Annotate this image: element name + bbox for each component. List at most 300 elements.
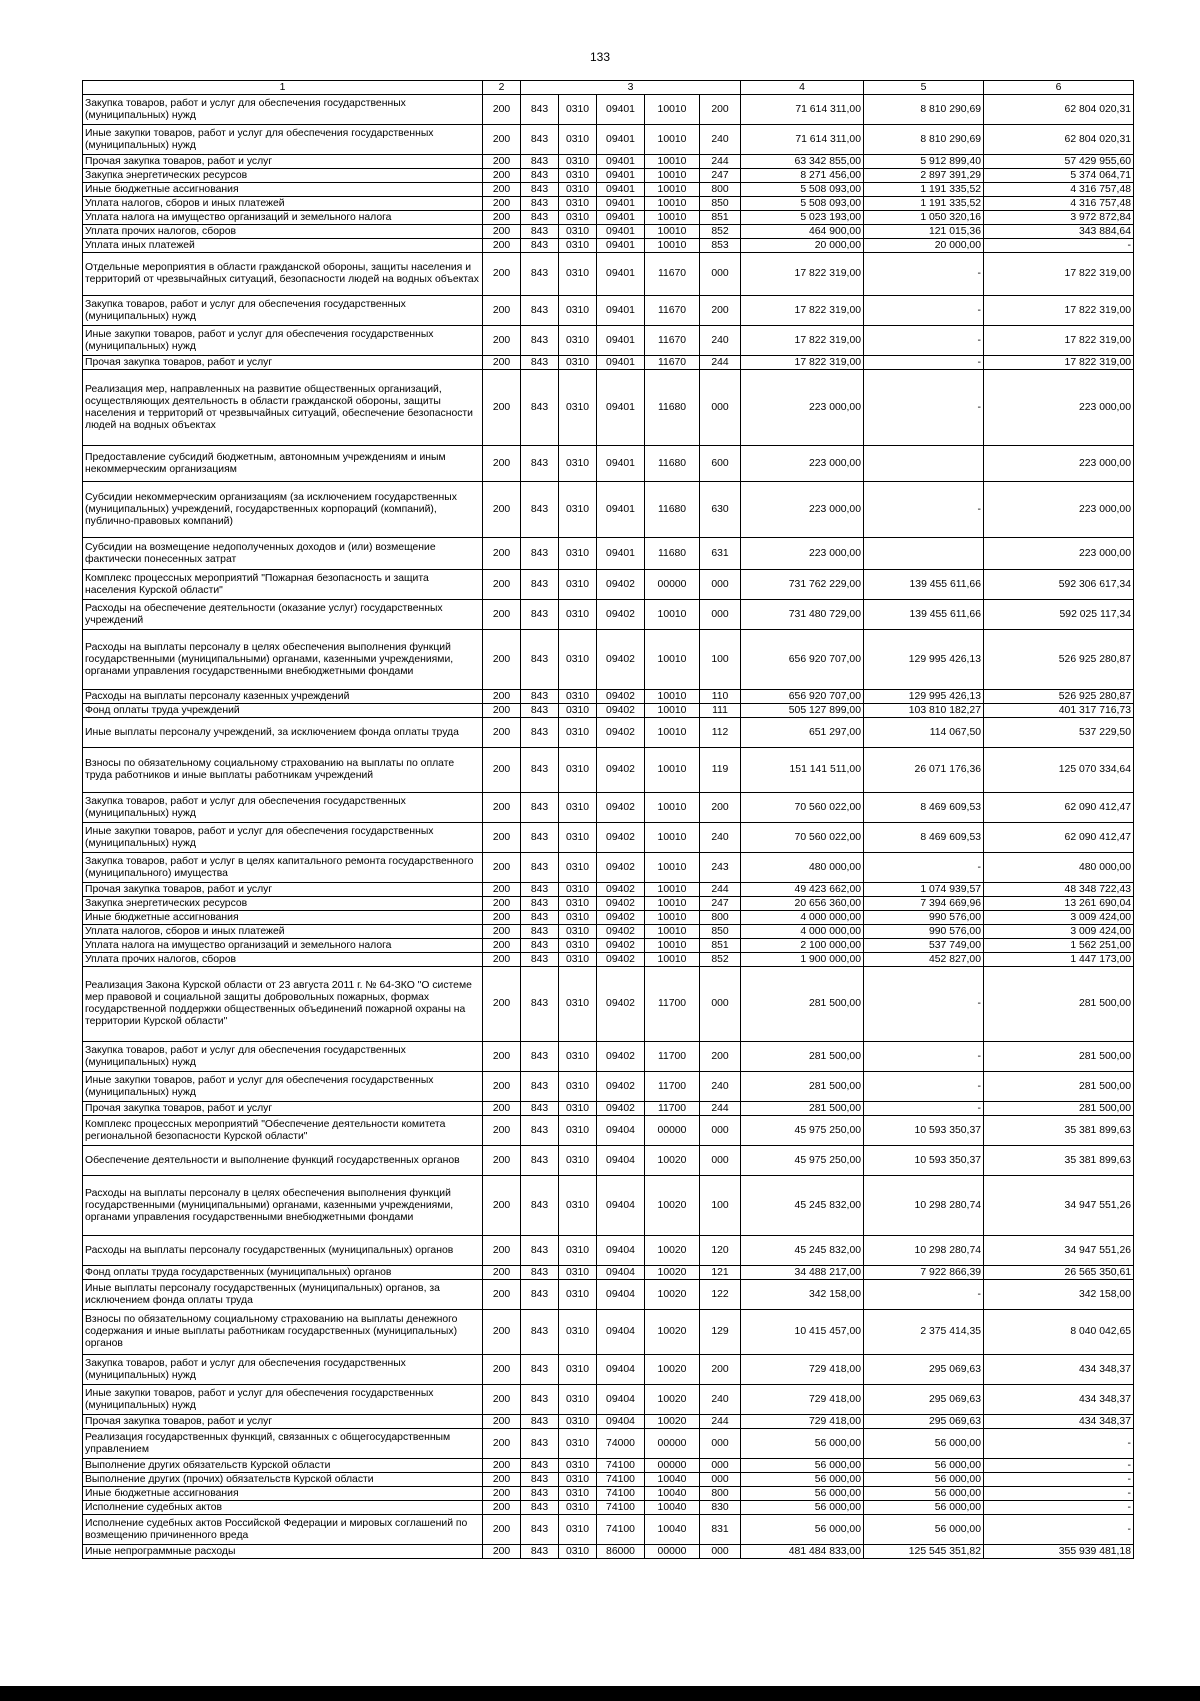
value-unexecuted: 342 158,00	[984, 1280, 1134, 1310]
value-executed: 129 995 426,13	[864, 630, 984, 690]
code-program: 09401	[597, 197, 645, 211]
value-unexecuted: -	[984, 1501, 1134, 1515]
code-grbs: 200	[483, 1545, 521, 1559]
value-approved: 56 000,00	[741, 1429, 864, 1459]
code-program: 09404	[597, 1146, 645, 1176]
code-expense-type: 200	[700, 793, 741, 823]
code-section: 0310	[559, 169, 597, 183]
code-program: 09404	[597, 1236, 645, 1266]
table-row	[83, 793, 1134, 823]
code-direction: 10010	[645, 211, 700, 225]
code-direction: 10010	[645, 718, 700, 748]
table-row	[83, 939, 1134, 953]
code-direction: 10010	[645, 169, 700, 183]
code-grbs: 200	[483, 1266, 521, 1280]
code-program: 09401	[597, 538, 645, 570]
row-name: Уплата иных платежей	[83, 239, 483, 253]
code-grbs: 200	[483, 1385, 521, 1415]
code-grbs: 200	[483, 704, 521, 718]
code-ministry: 843	[521, 1429, 559, 1459]
row-name: Расходы на выплаты персоналу в целях обеспечения выполнения функций государственными (муниципальными) органами, казенными учреждениями, органами управления государственными внебюджетными фондами	[83, 630, 483, 690]
row-name: Закупка энергетических ресурсов	[83, 897, 483, 911]
value-unexecuted: 537 229,50	[984, 718, 1134, 748]
code-direction: 10010	[645, 155, 700, 169]
table-row	[83, 95, 1134, 125]
value-approved: 17 822 319,00	[741, 296, 864, 326]
value-unexecuted: 4 316 757,48	[984, 197, 1134, 211]
table-row	[83, 1266, 1134, 1280]
code-direction: 11700	[645, 1042, 700, 1072]
code-grbs: 200	[483, 169, 521, 183]
value-approved: 5 508 093,00	[741, 183, 864, 197]
table-row	[83, 1487, 1134, 1501]
code-ministry: 843	[521, 1473, 559, 1487]
code-program: 09402	[597, 883, 645, 897]
code-expense-type: 200	[700, 296, 741, 326]
code-grbs: 200	[483, 538, 521, 570]
code-ministry: 843	[521, 897, 559, 911]
value-approved: 223 000,00	[741, 482, 864, 538]
code-grbs: 200	[483, 853, 521, 883]
code-expense-type: 244	[700, 155, 741, 169]
code-expense-type: 000	[700, 1473, 741, 1487]
value-executed: 114 067,50	[864, 718, 984, 748]
value-unexecuted: 281 500,00	[984, 1042, 1134, 1072]
row-name: Уплата налога на имущество организаций и земельного налога	[83, 939, 483, 953]
table-row	[83, 953, 1134, 967]
row-name: Иные закупки товаров, работ и услуг для обеспечения государственных (муниципальных) нужд	[83, 1072, 483, 1102]
value-unexecuted: 223 000,00	[984, 446, 1134, 482]
code-ministry: 843	[521, 718, 559, 748]
row-name: Расходы на выплаты персоналу государственных (муниципальных) органов	[83, 1236, 483, 1266]
code-ministry: 843	[521, 600, 559, 630]
code-section: 0310	[559, 793, 597, 823]
value-unexecuted: 57 429 955,60	[984, 155, 1134, 169]
code-ministry: 843	[521, 169, 559, 183]
code-section: 0310	[559, 370, 597, 446]
code-grbs: 200	[483, 183, 521, 197]
code-section: 0310	[559, 253, 597, 296]
value-unexecuted: 355 939 481,18	[984, 1545, 1134, 1559]
code-section: 0310	[559, 538, 597, 570]
row-name: Взносы по обязательному социальному страхованию на выплаты по оплате труда работников и иные выплаты работникам учреждений	[83, 748, 483, 793]
code-direction: 10020	[645, 1385, 700, 1415]
code-direction: 10010	[645, 939, 700, 953]
code-program: 09402	[597, 953, 645, 967]
code-expense-type: 129	[700, 1310, 741, 1355]
value-executed: 56 000,00	[864, 1459, 984, 1473]
code-program: 09401	[597, 253, 645, 296]
code-program: 09401	[597, 356, 645, 370]
code-section: 0310	[559, 570, 597, 600]
code-section: 0310	[559, 1102, 597, 1116]
code-program: 09401	[597, 95, 645, 125]
value-unexecuted: 8 040 042,65	[984, 1310, 1134, 1355]
value-unexecuted: 34 947 551,26	[984, 1176, 1134, 1236]
code-section: 0310	[559, 823, 597, 853]
code-grbs: 200	[483, 823, 521, 853]
value-approved: 17 822 319,00	[741, 326, 864, 356]
code-program: 09401	[597, 446, 645, 482]
code-program: 09404	[597, 1355, 645, 1385]
code-grbs: 200	[483, 326, 521, 356]
value-approved: 17 822 319,00	[741, 253, 864, 296]
code-expense-type: 120	[700, 1236, 741, 1266]
row-name: Реализация Закона Курской области от 23 августа 2011 г. № 64-ЗКО "О системе мер правовой и социальной защиты добровольных пожарных, формах государственной поддержки общественных объединений пожарной охраны на территории Курской области"	[83, 967, 483, 1042]
code-direction: 10020	[645, 1415, 700, 1429]
code-ministry: 843	[521, 253, 559, 296]
code-section: 0310	[559, 1042, 597, 1072]
value-unexecuted: 1 562 251,00	[984, 939, 1134, 953]
row-name: Взносы по обязательному социальному страхованию на выплаты денежного содержания и иные выплаты работникам государственных (муниципальных) органов	[83, 1310, 483, 1355]
code-ministry: 843	[521, 125, 559, 155]
code-expense-type: 850	[700, 925, 741, 939]
row-name: Иные закупки товаров, работ и услуг для обеспечения государственных (муниципальных) нужд	[83, 125, 483, 155]
value-unexecuted: 526 925 280,87	[984, 690, 1134, 704]
code-program: 09401	[597, 183, 645, 197]
row-name: Субсидии на возмещение недополученных доходов и (или) возмещение фактически понесенных затрат	[83, 538, 483, 570]
table-row	[83, 225, 1134, 239]
table-row	[83, 718, 1134, 748]
code-direction: 11700	[645, 1072, 700, 1102]
code-program: 74100	[597, 1487, 645, 1501]
code-section: 0310	[559, 967, 597, 1042]
value-unexecuted: 35 381 899,63	[984, 1116, 1134, 1146]
row-name: Комплекс процессных мероприятий "Обеспечение деятельности комитета региональной безопасности Курской области"	[83, 1116, 483, 1146]
code-program: 09402	[597, 570, 645, 600]
code-expense-type: 247	[700, 897, 741, 911]
value-executed: 990 576,00	[864, 925, 984, 939]
code-ministry: 843	[521, 1459, 559, 1473]
code-grbs: 200	[483, 125, 521, 155]
code-grbs: 200	[483, 1415, 521, 1429]
code-grbs: 200	[483, 1176, 521, 1236]
row-name: Закупка товаров, работ и услуг для обеспечения государственных (муниципальных) нужд	[83, 95, 483, 125]
code-ministry: 843	[521, 1176, 559, 1236]
code-direction: 10040	[645, 1487, 700, 1501]
code-section: 0310	[559, 1515, 597, 1545]
table-row	[83, 239, 1134, 253]
code-section: 0310	[559, 482, 597, 538]
code-grbs: 200	[483, 1116, 521, 1146]
code-section: 0310	[559, 1415, 597, 1429]
code-direction: 10010	[645, 197, 700, 211]
value-executed: 8 810 290,69	[864, 125, 984, 155]
code-ministry: 843	[521, 1487, 559, 1501]
code-expense-type: 852	[700, 953, 741, 967]
table-row	[83, 1176, 1134, 1236]
value-unexecuted: 3 009 424,00	[984, 911, 1134, 925]
row-name: Субсидии некоммерческим организациям (за исключением государственных (муниципальных) учреждений, государственных корпораций (компаний), публично-правовых компаний)	[83, 482, 483, 538]
code-program: 09402	[597, 793, 645, 823]
code-section: 0310	[559, 1473, 597, 1487]
table-row	[83, 538, 1134, 570]
value-unexecuted: 13 261 690,04	[984, 897, 1134, 911]
row-name: Иные выплаты персоналу государственных (муниципальных) органов, за исключением фонда оплаты труда	[83, 1280, 483, 1310]
code-expense-type: 631	[700, 538, 741, 570]
code-expense-type: 200	[700, 95, 741, 125]
row-name: Уплата налогов, сборов и иных платежей	[83, 197, 483, 211]
value-executed: 20 000,00	[864, 239, 984, 253]
code-program: 09402	[597, 925, 645, 939]
value-executed: 5 912 899,40	[864, 155, 984, 169]
code-grbs: 200	[483, 1236, 521, 1266]
code-expense-type: 200	[700, 1355, 741, 1385]
value-executed: -	[864, 967, 984, 1042]
code-grbs: 200	[483, 748, 521, 793]
code-grbs: 200	[483, 718, 521, 748]
value-executed: 121 015,36	[864, 225, 984, 239]
code-ministry: 843	[521, 967, 559, 1042]
row-name: Иные непрограммные расходы	[83, 1545, 483, 1559]
code-program: 09404	[597, 1415, 645, 1429]
value-executed: 8 469 609,53	[864, 823, 984, 853]
value-approved: 731 762 229,00	[741, 570, 864, 600]
code-ministry: 843	[521, 704, 559, 718]
value-approved: 4 000 000,00	[741, 911, 864, 925]
value-approved: 729 418,00	[741, 1355, 864, 1385]
row-name: Закупка товаров, работ и услуг для обеспечения государственных (муниципальных) нужд	[83, 1042, 483, 1072]
value-executed: 139 455 611,66	[864, 600, 984, 630]
code-expense-type: 244	[700, 356, 741, 370]
code-expense-type: 121	[700, 1266, 741, 1280]
row-name: Закупка энергетических ресурсов	[83, 169, 483, 183]
code-ministry: 843	[521, 296, 559, 326]
code-direction: 10040	[645, 1515, 700, 1545]
code-program: 09401	[597, 296, 645, 326]
code-section: 0310	[559, 939, 597, 953]
code-section: 0310	[559, 883, 597, 897]
code-program: 09401	[597, 326, 645, 356]
row-name: Иные бюджетные ассигнования	[83, 1487, 483, 1501]
code-direction: 10010	[645, 239, 700, 253]
code-expense-type: 000	[700, 600, 741, 630]
value-unexecuted: 62 804 020,31	[984, 125, 1134, 155]
code-expense-type: 000	[700, 1116, 741, 1146]
code-expense-type: 630	[700, 482, 741, 538]
code-ministry: 843	[521, 925, 559, 939]
code-direction: 00000	[645, 1459, 700, 1473]
value-approved: 651 297,00	[741, 718, 864, 748]
value-executed: 56 000,00	[864, 1515, 984, 1545]
code-direction: 11670	[645, 296, 700, 326]
code-grbs: 200	[483, 1501, 521, 1515]
value-approved: 656 920 707,00	[741, 630, 864, 690]
value-approved: 71 614 311,00	[741, 125, 864, 155]
code-program: 09402	[597, 897, 645, 911]
value-approved: 71 614 311,00	[741, 95, 864, 125]
value-approved: 17 822 319,00	[741, 356, 864, 370]
table-row	[83, 1102, 1134, 1116]
value-approved: 281 500,00	[741, 1042, 864, 1072]
code-grbs: 200	[483, 911, 521, 925]
code-ministry: 843	[521, 1072, 559, 1102]
table-row	[83, 197, 1134, 211]
value-approved: 56 000,00	[741, 1501, 864, 1515]
code-ministry: 843	[521, 823, 559, 853]
value-executed: -	[864, 370, 984, 446]
code-direction: 10020	[645, 1355, 700, 1385]
code-ministry: 843	[521, 370, 559, 446]
row-name: Расходы на обеспечение деятельности (оказание услуг) государственных учреждений	[83, 600, 483, 630]
value-executed: -	[864, 1042, 984, 1072]
value-unexecuted: 281 500,00	[984, 1102, 1134, 1116]
code-direction: 10040	[645, 1501, 700, 1515]
code-program: 09402	[597, 823, 645, 853]
code-grbs: 200	[483, 600, 521, 630]
code-ministry: 843	[521, 446, 559, 482]
code-section: 0310	[559, 911, 597, 925]
code-section: 0310	[559, 1146, 597, 1176]
value-approved: 1 900 000,00	[741, 953, 864, 967]
code-grbs: 200	[483, 225, 521, 239]
value-unexecuted: 592 025 117,34	[984, 600, 1134, 630]
code-direction: 10010	[645, 95, 700, 125]
code-grbs: 200	[483, 897, 521, 911]
code-ministry: 843	[521, 183, 559, 197]
code-grbs: 200	[483, 370, 521, 446]
value-approved: 20 000,00	[741, 239, 864, 253]
value-executed: 295 069,63	[864, 1415, 984, 1429]
code-program: 09402	[597, 748, 645, 793]
code-section: 0310	[559, 326, 597, 356]
row-name: Фонд оплаты труда государственных (муниципальных) органов	[83, 1266, 483, 1280]
code-section: 0310	[559, 1116, 597, 1146]
value-approved: 464 900,00	[741, 225, 864, 239]
code-section: 0310	[559, 690, 597, 704]
code-program: 09402	[597, 718, 645, 748]
code-direction: 00000	[645, 1429, 700, 1459]
code-program: 09402	[597, 853, 645, 883]
table-row	[83, 883, 1134, 897]
value-approved: 281 500,00	[741, 967, 864, 1042]
table-row	[83, 925, 1134, 939]
code-section: 0310	[559, 125, 597, 155]
value-executed: 990 576,00	[864, 911, 984, 925]
code-section: 0310	[559, 1176, 597, 1236]
code-grbs: 200	[483, 953, 521, 967]
code-section: 0310	[559, 600, 597, 630]
table-row	[83, 1429, 1134, 1459]
value-executed: 295 069,63	[864, 1355, 984, 1385]
code-ministry: 843	[521, 1280, 559, 1310]
code-program: 74100	[597, 1473, 645, 1487]
code-direction: 10020	[645, 1146, 700, 1176]
value-approved: 70 560 022,00	[741, 793, 864, 823]
code-section: 0310	[559, 853, 597, 883]
value-approved: 5 023 193,00	[741, 211, 864, 225]
value-approved: 481 484 833,00	[741, 1545, 864, 1559]
code-program: 09402	[597, 600, 645, 630]
value-approved: 223 000,00	[741, 538, 864, 570]
table-row	[83, 1146, 1134, 1176]
value-executed	[864, 538, 984, 570]
code-section: 0310	[559, 1072, 597, 1102]
value-executed: 2 375 414,35	[864, 1310, 984, 1355]
code-direction: 11700	[645, 967, 700, 1042]
code-ministry: 843	[521, 1266, 559, 1280]
value-approved: 223 000,00	[741, 370, 864, 446]
page-number: 133	[589, 50, 611, 64]
code-direction: 10020	[645, 1310, 700, 1355]
code-program: 09401	[597, 370, 645, 446]
value-executed: 56 000,00	[864, 1501, 984, 1515]
value-executed: -	[864, 482, 984, 538]
code-expense-type: 831	[700, 1515, 741, 1545]
row-name: Иные бюджетные ассигнования	[83, 183, 483, 197]
code-expense-type: 100	[700, 1176, 741, 1236]
table-row	[83, 155, 1134, 169]
code-expense-type: 000	[700, 1429, 741, 1459]
code-ministry: 843	[521, 1310, 559, 1355]
row-name: Исполнение судебных актов Российской Федерации и мировых соглашений по возмещению причиненного вреда	[83, 1515, 483, 1545]
table-row	[83, 704, 1134, 718]
table-row	[83, 1515, 1134, 1545]
value-unexecuted: 62 090 412,47	[984, 823, 1134, 853]
table-row	[83, 296, 1134, 326]
value-approved: 56 000,00	[741, 1473, 864, 1487]
code-grbs: 200	[483, 1280, 521, 1310]
value-approved: 151 141 511,00	[741, 748, 864, 793]
value-executed: 1 191 335,52	[864, 197, 984, 211]
row-name: Прочая закупка товаров, работ и услуг	[83, 1415, 483, 1429]
value-executed: 452 827,00	[864, 953, 984, 967]
code-section: 0310	[559, 356, 597, 370]
code-direction: 11670	[645, 356, 700, 370]
code-expense-type: 100	[700, 630, 741, 690]
code-program: 09402	[597, 1072, 645, 1102]
code-grbs: 200	[483, 1429, 521, 1459]
value-unexecuted: -	[984, 1429, 1134, 1459]
code-direction: 10010	[645, 883, 700, 897]
value-executed: 26 071 176,36	[864, 748, 984, 793]
code-direction: 10020	[645, 1266, 700, 1280]
value-unexecuted: 281 500,00	[984, 967, 1134, 1042]
code-program: 09401	[597, 482, 645, 538]
code-direction: 10010	[645, 897, 700, 911]
code-section: 0310	[559, 1236, 597, 1266]
value-unexecuted: 3 972 872,84	[984, 211, 1134, 225]
row-name: Комплекс процессных мероприятий "Пожарная безопасность и защита населения Курской области"	[83, 570, 483, 600]
value-approved: 20 656 360,00	[741, 897, 864, 911]
table-row	[83, 370, 1134, 446]
code-grbs: 200	[483, 482, 521, 538]
code-section: 0310	[559, 925, 597, 939]
code-program: 74100	[597, 1459, 645, 1473]
code-section: 0310	[559, 155, 597, 169]
value-approved: 729 418,00	[741, 1385, 864, 1415]
value-unexecuted: -	[984, 1515, 1134, 1545]
value-executed: 8 469 609,53	[864, 793, 984, 823]
value-executed: -	[864, 853, 984, 883]
code-direction: 11680	[645, 446, 700, 482]
table-row	[83, 967, 1134, 1042]
code-ministry: 843	[521, 630, 559, 690]
value-unexecuted: 401 317 716,73	[984, 704, 1134, 718]
table-row	[83, 1545, 1134, 1559]
table-row	[83, 1042, 1134, 1072]
code-expense-type: 852	[700, 225, 741, 239]
value-approved: 34 488 217,00	[741, 1266, 864, 1280]
code-grbs: 200	[483, 446, 521, 482]
table-row	[83, 1355, 1134, 1385]
code-expense-type: 119	[700, 748, 741, 793]
value-approved: 281 500,00	[741, 1102, 864, 1116]
code-direction: 10010	[645, 600, 700, 630]
value-unexecuted: 1 447 173,00	[984, 953, 1134, 967]
code-section: 0310	[559, 1487, 597, 1501]
value-unexecuted: 17 822 319,00	[984, 356, 1134, 370]
